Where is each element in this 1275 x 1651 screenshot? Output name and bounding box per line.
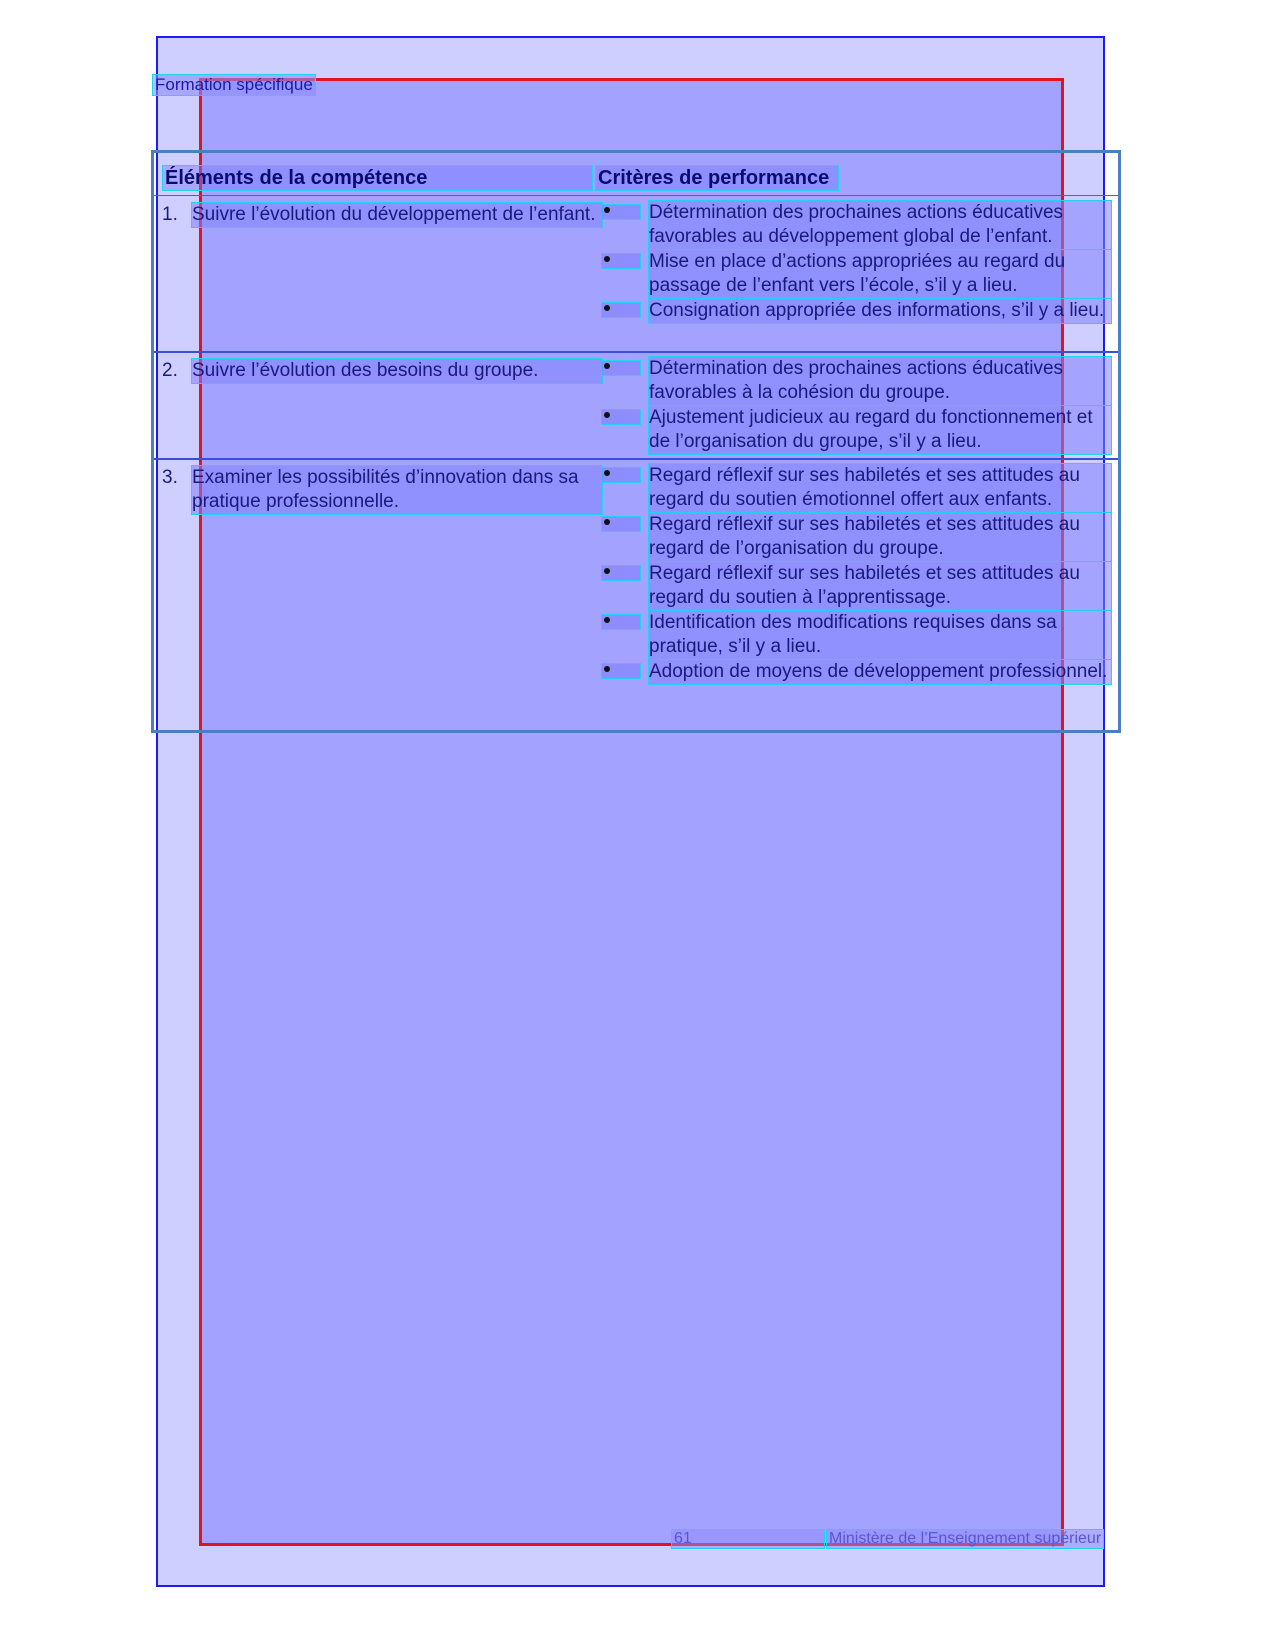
- bullet-icon: [604, 617, 610, 623]
- criteria-item: [601, 299, 1111, 323]
- column-header-criteria: Critères de performance: [595, 165, 839, 191]
- footer-ministry: Ministère de l’Enseignement supérieur: [826, 1529, 1104, 1549]
- criteria-text: Détermination des prochaines actions éducatives favorables à la cohésion du groupe.: [649, 357, 1111, 405]
- header-divider: [154, 195, 1118, 196]
- competence-element: [162, 359, 602, 383]
- criteria-text: Identification des modifications requises dans sa pratique, s’il y a lieu.: [649, 611, 1111, 659]
- criteria-text: Mise en place d’actions appropriées au regard du passage de l’enfant vers l’école, s’il y a lieu.: [649, 250, 1111, 298]
- criteria-text: Regard réflexif sur ses habiletés et ses attitudes au regard du soutien émotionnel offert aux enfants.: [649, 464, 1111, 512]
- element-text: Suivre l’évolution des besoins du groupe.: [192, 359, 602, 383]
- row-divider: [154, 351, 1118, 353]
- criteria-text: Ajustement judicieux au regard du fonctionnement et de l’organisation du groupe, s’il y a lieu.: [649, 406, 1111, 454]
- element-text: Examiner les possibilités d’innovation dans sa pratique professionnelle.: [192, 466, 602, 514]
- criteria-text: Regard réflexif sur ses habiletés et ses attitudes au regard de l’organisation du groupe.: [649, 513, 1111, 561]
- bullet-icon: [604, 470, 610, 476]
- criteria-text: Détermination des prochaines actions éducatives favorables au développement global de l’enfant.: [649, 201, 1111, 249]
- element-text: Suivre l’évolution du développement de l’enfant.: [192, 203, 602, 227]
- competence-element: [162, 203, 602, 227]
- bullet-icon: [604, 519, 610, 525]
- competence-table: [151, 150, 1121, 733]
- page-number: 61: [671, 1529, 825, 1549]
- criteria-text: Consignation appropriée des informations, s’il y a lieu.: [649, 299, 1111, 323]
- element-number: 2.: [162, 360, 178, 381]
- element-number: 3.: [162, 467, 178, 488]
- criteria-list: [601, 464, 1111, 685]
- criteria-item: [601, 562, 1111, 610]
- bullet-icon: [604, 666, 610, 672]
- competence-element: [162, 466, 602, 514]
- criteria-item: [601, 464, 1111, 512]
- criteria-item: [601, 513, 1111, 561]
- criteria-item: [601, 357, 1111, 405]
- section-label: Formation spécifique: [152, 74, 316, 96]
- criteria-list: [601, 201, 1111, 324]
- bullet-icon: [604, 207, 610, 213]
- bullet-icon: [604, 305, 610, 311]
- row-divider: [154, 458, 1118, 460]
- criteria-item: [601, 406, 1111, 454]
- bullet-icon: [604, 412, 610, 418]
- criteria-text: Regard réflexif sur ses habiletés et ses attitudes au regard du soutien à l’apprentissage.: [649, 562, 1111, 610]
- bullet-icon: [604, 256, 610, 262]
- criteria-item: [601, 611, 1111, 659]
- bullet-icon: [604, 363, 610, 369]
- element-number: 1.: [162, 204, 178, 225]
- criteria-item: [601, 201, 1111, 249]
- criteria-text: Adoption de moyens de développement professionnel.: [649, 660, 1111, 684]
- criteria-item: [601, 660, 1111, 684]
- column-header-elements: Éléments de la compétence: [162, 165, 593, 191]
- criteria-list: [601, 357, 1111, 455]
- bullet-icon: [604, 568, 610, 574]
- criteria-item: [601, 250, 1111, 298]
